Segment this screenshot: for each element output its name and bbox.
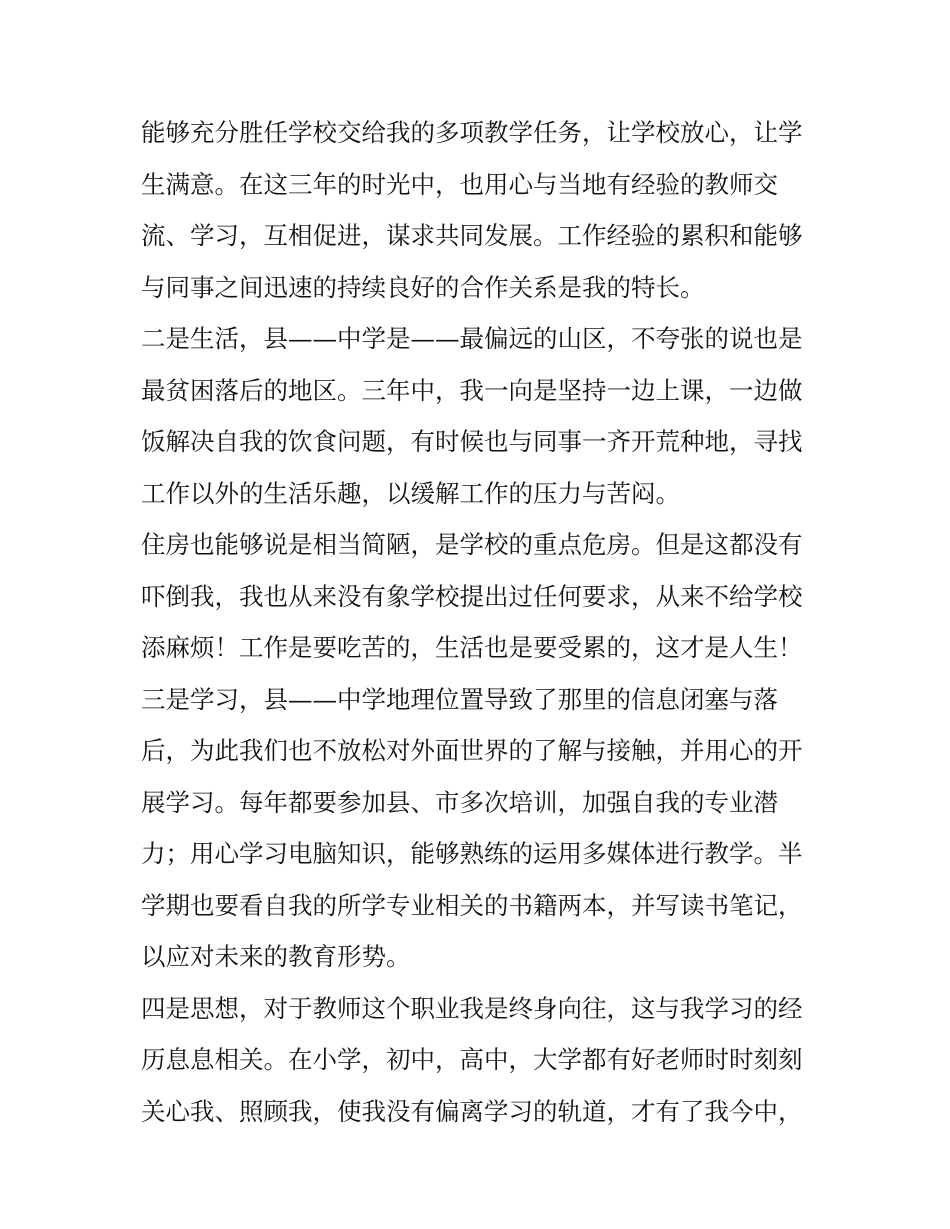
text-line: 学期也要看自我的所学专业相关的书籍两本，并写读书笔记， <box>141 890 803 920</box>
text-line: 工作以外的生活乐趣，以缓解工作的压力与苦闷。 <box>141 478 680 508</box>
text-line: 能够充分胜任学校交给我的多项教学任务，让学校放心，让学 <box>141 118 803 147</box>
text-line: 流、学习，互相促进，谋求共同发展。工作经验的累积和能够 <box>141 221 803 250</box>
document-body <box>141 107 821 1137</box>
text-line: 关心我、照顾我，使我没有偏离学习的轨道，才有了我今中， <box>141 1096 803 1126</box>
text-line: 展学习。每年都要参加县、市多次培训，加强自我的专业潜 <box>141 787 778 817</box>
text-line: 饭解决自我的饮食问题，有时候也与同事一齐开荒种地，寻找 <box>141 427 803 456</box>
text-line: 吓倒我，我也从来没有象学校提出过任何要求，从来不给学校 <box>141 581 803 611</box>
text-line: 最贫困落后的地区。三年中，我一向是坚持一边上课，一边做 <box>141 375 803 405</box>
text-line: 住房也能够说是相当简陋，是学校的重点危房。但是这都没有 <box>141 530 803 559</box>
text-line: 添麻烦！工作是要吃苦的，生活也是要受累的，这才是人生！ <box>141 633 803 662</box>
text-line: 与同事之间迅速的持续良好的合作关系是我的特长。 <box>141 272 705 302</box>
text-line: 以应对未来的教育形势。 <box>141 942 411 971</box>
text-line: 二是生活，县——中学是——最偏远的山区，不夸张的说也是 <box>141 324 803 353</box>
text-line: 力；用心学习电脑知识，能够熟练的运用多媒体进行教学。半 <box>141 839 803 868</box>
text-line: 四是思想，对于教师这个职业我是终身向往，这与我学习的经 <box>141 993 803 1023</box>
text-line: 三是学习，县——中学地理位置导致了那里的信息闭塞与落 <box>141 684 778 714</box>
text-line: 后，为此我们也不放松对外面世界的了解与接触，并用心的开 <box>141 736 803 765</box>
text-line: 历息息相关。在小学，初中，高中，大学都有好老师时时刻刻 <box>141 1045 803 1074</box>
text-line: 生满意。在这三年的时光中，也用心与当地有经验的教师交 <box>141 169 778 199</box>
